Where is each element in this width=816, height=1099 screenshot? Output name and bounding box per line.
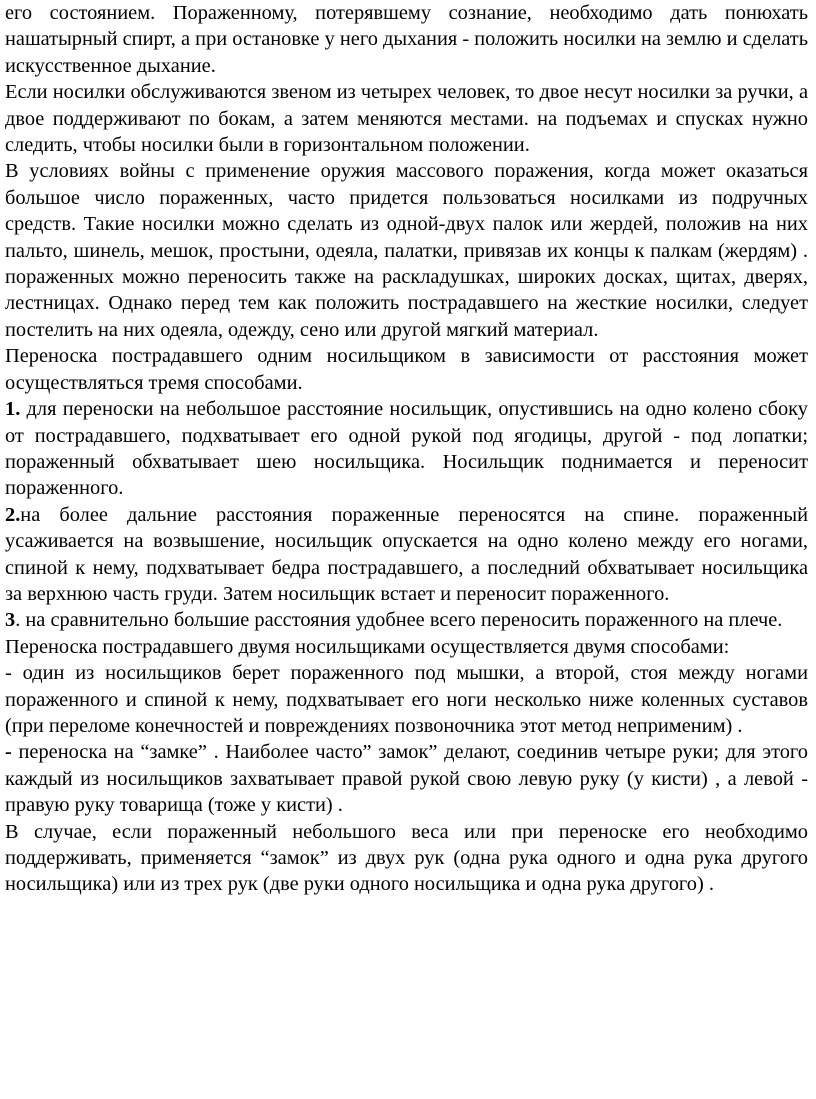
paragraph-lock-variants (5, 819, 808, 898)
paragraph-unconscious-care (5, 0, 808, 79)
paragraph-text: В случае, если пораженный небольшого веса или при переноске его необходимо поддерживать, применяется “замок” из двух рук (одна рука одного и одна рука другого носильщика) или из трех рук (две руки одного носильщика и одна рука другого) . (5, 820, 808, 896)
list-number: 1. (5, 398, 21, 421)
paragraph-improvised-stretchers (5, 158, 808, 343)
paragraph-two-bearers-intro (5, 634, 808, 660)
paragraph-text: . на сравнительно большие расстояния удобнее всего переносить пораженного на плече. (15, 609, 783, 632)
paragraph-text: Если носилки обслуживаются звеном из четырех человек, то двое несут носилки за ручки, а двое поддерживают по бокам, а затем меняются местами. на подъемах и спусках нужно следить, чтобы носилки были в горизонтальном положении. (5, 81, 808, 157)
paragraph-text: Переноска пострадавшего одним носильщиком в зависимости от расстояния может осуществляться тремя способами. (5, 345, 808, 394)
paragraph-text: Переноска пострадавшего двумя носильщиками осуществляется двумя способами: (5, 635, 730, 658)
paragraph-two-bearers-method-1 (5, 660, 808, 739)
paragraph-text: для переноски на небольшое расстояние носильщик, опустившись на одно колено сбоку от пострадавшего, подхватывает его одной рукой под ягодицы, другой - под лопатки; пораженный обхватывает шею носильщика. Носильщик поднимается и переносит пораженного. (5, 398, 808, 500)
paragraph-text: на более дальние расстояния пораженные переносятся на спине. пораженный усаживается на возвышение, носильщик опускается на одно колено между его ногами, спиной к нему, подхватывает бедра пострадавшего, а последний обхватывает носильщика за верхнюю часть груди. Затем носильщик встает и переносит пораженного. (5, 503, 808, 605)
paragraph-two-bearers-method-2 (5, 739, 808, 818)
paragraph-four-bearers (5, 79, 808, 158)
list-dash: - (5, 741, 12, 764)
paragraph-method-3 (5, 607, 808, 633)
paragraph-text: В условиях войны с применение оружия массового поражения, когда может оказаться большое число пораженных, часто придется пользоваться носилками из подручных средств. Такие носилки можно сделать из одной-двух палок или жердей, положив на них пальто, шинель, мешок, простыни, одеяла, палатки, привязав их концы к палкам (жердям) . пораженных можно переносить также на раскладушках, широких досках, щитах, дверях, лестницах. Однако перед тем как положить пострадавшего на жесткие носилки, следует постелить на них одеяла, одежду, сено или другой мягкий материал. (5, 160, 808, 341)
list-number: 3 (5, 609, 16, 632)
paragraph-text: переноска на “замке” . Наиболее часто” замок” делают, соединив четыре руки; для этого каждый из носильщиков захватывает правой рукой свою левую руку (у кисти) , а левой - правую руку товарища (тоже у кисти) . (5, 741, 808, 817)
paragraph-text: - один из носильщиков берет пораженного под мышки, а второй, стоя между ногами пораженного и спиной к нему, подхватывает его ноги несколько ниже коленных суставов (при переломе конечностей и повреждениях позвоночника этот метод неприменим) . (5, 662, 808, 737)
paragraph-text: его состоянием. Пораженному, потерявшему сознание, необходимо дать понюхать нашатырный спирт, а при остановке у него дыхания - положить носилки на землю и сделать искусственное дыхание. (5, 2, 808, 77)
paragraph-one-bearer-intro (5, 343, 808, 396)
list-number: 2. (5, 503, 21, 526)
paragraph-method-2 (5, 502, 808, 608)
paragraph-method-1 (5, 396, 808, 502)
